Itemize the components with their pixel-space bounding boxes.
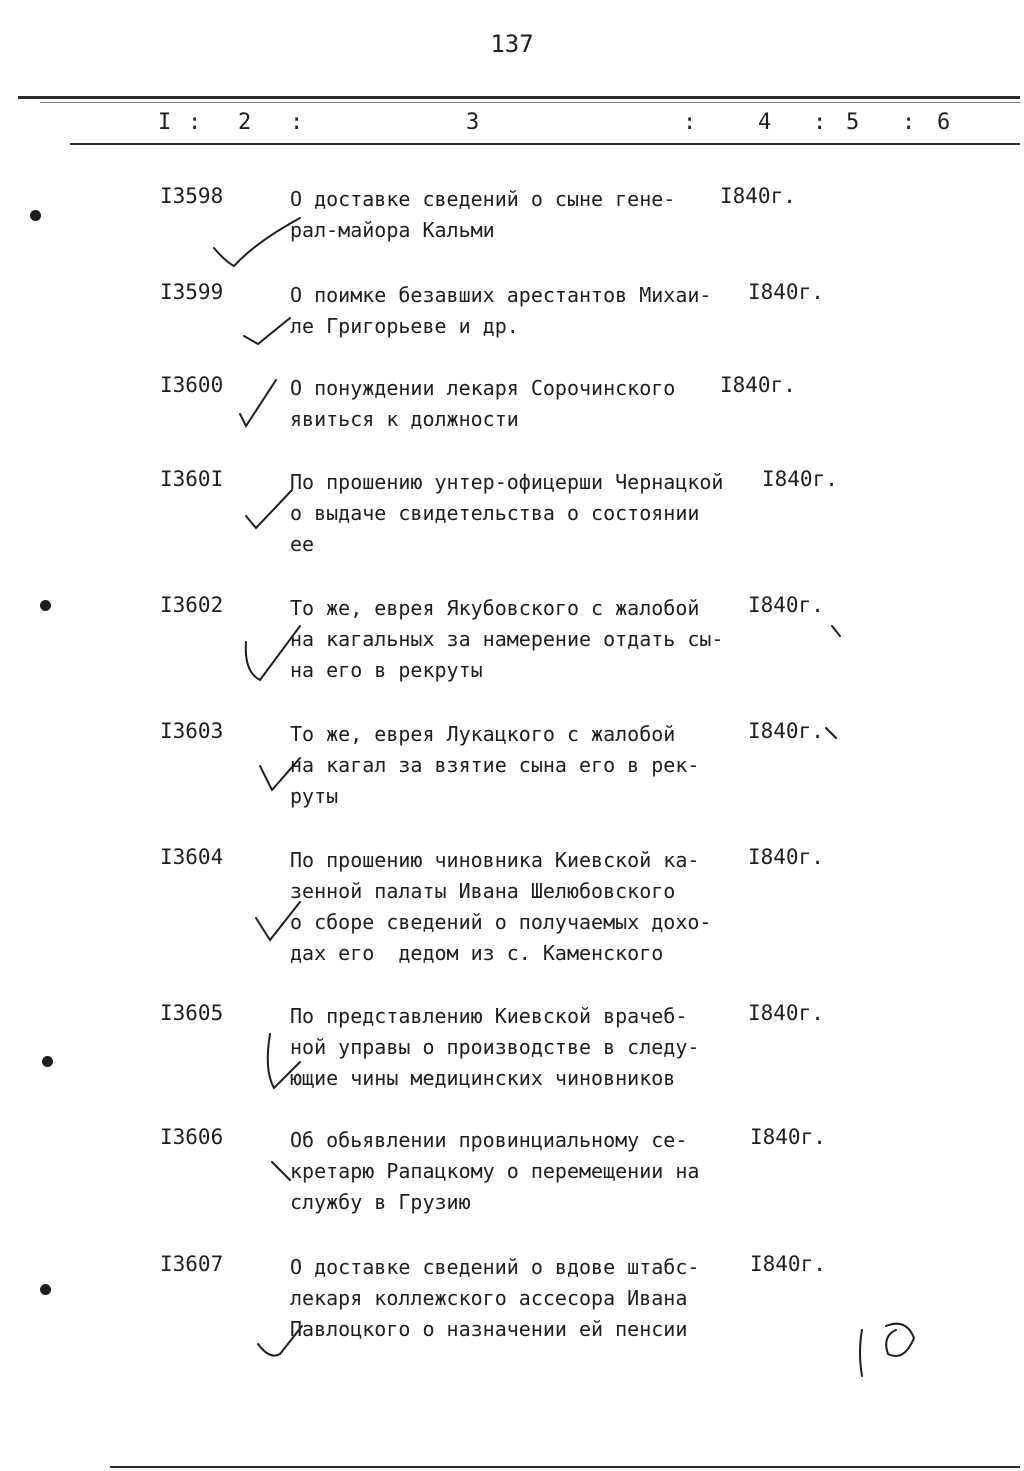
- entry-number: I3605: [160, 1001, 224, 1025]
- handwritten-stroke-icon: [832, 626, 840, 636]
- col-header-3: 3: [466, 110, 480, 135]
- punch-hole-dot: [42, 1056, 53, 1067]
- col-header-1: I: [158, 110, 172, 135]
- entry-title: [290, 593, 760, 686]
- punch-hole-dot: [30, 210, 41, 221]
- entry-year: I840г.: [762, 467, 838, 491]
- entry-title: [290, 373, 760, 435]
- handwritten-stroke-icon: [860, 1330, 862, 1376]
- entry-title: [290, 845, 760, 969]
- punch-hole-dot: [40, 600, 51, 611]
- entry-line: ее: [290, 532, 315, 556]
- col-header-4: 4: [758, 110, 772, 135]
- entry-year: I840г.: [750, 1252, 826, 1276]
- entry-line: на кагальных за намерение отдать сы-: [290, 627, 724, 651]
- handwritten-stroke-icon: [826, 728, 836, 738]
- entry-number: I3598: [160, 184, 224, 208]
- col-sep: :: [813, 110, 827, 135]
- entry-line: ной управы о производстве в следу-: [290, 1035, 700, 1059]
- col-sep: :: [290, 110, 304, 135]
- entry-title: [290, 1001, 760, 1094]
- checkmark-icon: [246, 490, 292, 528]
- entry-line: о выдаче свидетельства о состоянии: [290, 501, 700, 525]
- col-header-2: 2: [238, 110, 252, 135]
- entry-line: По прошению унтер-офицерши Чернацкой: [290, 470, 724, 494]
- header-rule-bottom: [70, 143, 1020, 145]
- entry-line: дах его дедом из с. Каменского: [290, 941, 664, 965]
- entry-number: I3600: [160, 373, 224, 397]
- entry-number: I3602: [160, 593, 224, 617]
- entry-title: [290, 467, 760, 560]
- col-header-5: 5: [846, 110, 860, 135]
- entry-line: руты: [290, 784, 339, 808]
- col-header-6: 6: [937, 110, 951, 135]
- entry-line: По представлению Киевской врачеб-: [290, 1004, 688, 1028]
- entry-line: Павлоцкого о назначении ей пенсии: [290, 1317, 688, 1341]
- entry-year: I840г.: [748, 845, 824, 869]
- entry-line: О поимке безавших арестантов Михаи-: [290, 283, 712, 307]
- entry-line: рал-майора Кальми: [290, 218, 495, 242]
- entry-number: I3606: [160, 1125, 224, 1149]
- entry-line: о сборе сведений о получаемых дохо-: [290, 910, 712, 934]
- entry-line: О доставке сведений о сыне гене-: [290, 187, 676, 211]
- entry-line: О доставке сведений о вдове штабс-: [290, 1255, 700, 1279]
- page-number: 137: [490, 30, 534, 58]
- entry-line: О понуждении лекаря Сорочинского: [290, 376, 676, 400]
- punch-hole-dot: [40, 1284, 51, 1295]
- entry-line: на кагал за взятие сына его в рек-: [290, 753, 700, 777]
- entry-line: кретарю Рапацкому о перемещении на: [290, 1159, 700, 1183]
- entry-number: I3603: [160, 719, 224, 743]
- header-rule-top: [18, 96, 1020, 99]
- entry-number: I3599: [160, 280, 224, 304]
- entry-line: То же, еврея Лукацкого с жалобой: [290, 722, 676, 746]
- entry-year: I840г.: [748, 1001, 824, 1025]
- entry-number: I3607: [160, 1252, 224, 1276]
- entry-line: явиться к должности: [290, 407, 519, 431]
- handwritten-stroke-icon: [886, 1324, 914, 1356]
- entry-year: I840г.: [750, 1125, 826, 1149]
- entry-line: То же, еврея Якубовского с жалобой: [290, 596, 700, 620]
- entry-title: [290, 184, 760, 246]
- footer-rule: [110, 1466, 1020, 1468]
- col-sep: :: [188, 110, 202, 135]
- checkmark-icon: [214, 218, 300, 266]
- entry-year: I840г.: [748, 280, 824, 304]
- entry-title: [290, 719, 760, 812]
- col-sep: :: [683, 110, 697, 135]
- entry-line: По прошению чиновника Киевской ка-: [290, 848, 700, 872]
- entry-number: I360I: [160, 467, 224, 491]
- entry-line: лекаря коллежского ассесора Ивана: [290, 1286, 688, 1310]
- entry-number: I3604: [160, 845, 224, 869]
- entry-line: ле Григорьеве и др.: [290, 314, 519, 338]
- entry-line: ющие чины медицинских чиновников: [290, 1066, 676, 1090]
- header-rule-top-thin: [40, 102, 1020, 103]
- entry-line: Об обьявлении провинциальному се-: [290, 1128, 688, 1152]
- checkmark-icon: [272, 1162, 290, 1180]
- entry-line: службу в Грузию: [290, 1190, 471, 1214]
- entry-year: I840г.: [748, 593, 824, 617]
- checkmark-icon: [240, 380, 276, 426]
- entry-year: I840г.: [720, 373, 796, 397]
- col-sep: :: [902, 110, 916, 135]
- checkmark-icon: [244, 318, 290, 344]
- entry-line: на его в рекруты: [290, 658, 483, 682]
- entry-year: I840г.: [748, 719, 824, 743]
- entry-title: [290, 1252, 760, 1345]
- entry-year: I840г.: [720, 184, 796, 208]
- entry-line: зенной палаты Ивана Шелюбовского: [290, 879, 676, 903]
- entry-title: [290, 1125, 760, 1218]
- entry-title: [290, 280, 760, 342]
